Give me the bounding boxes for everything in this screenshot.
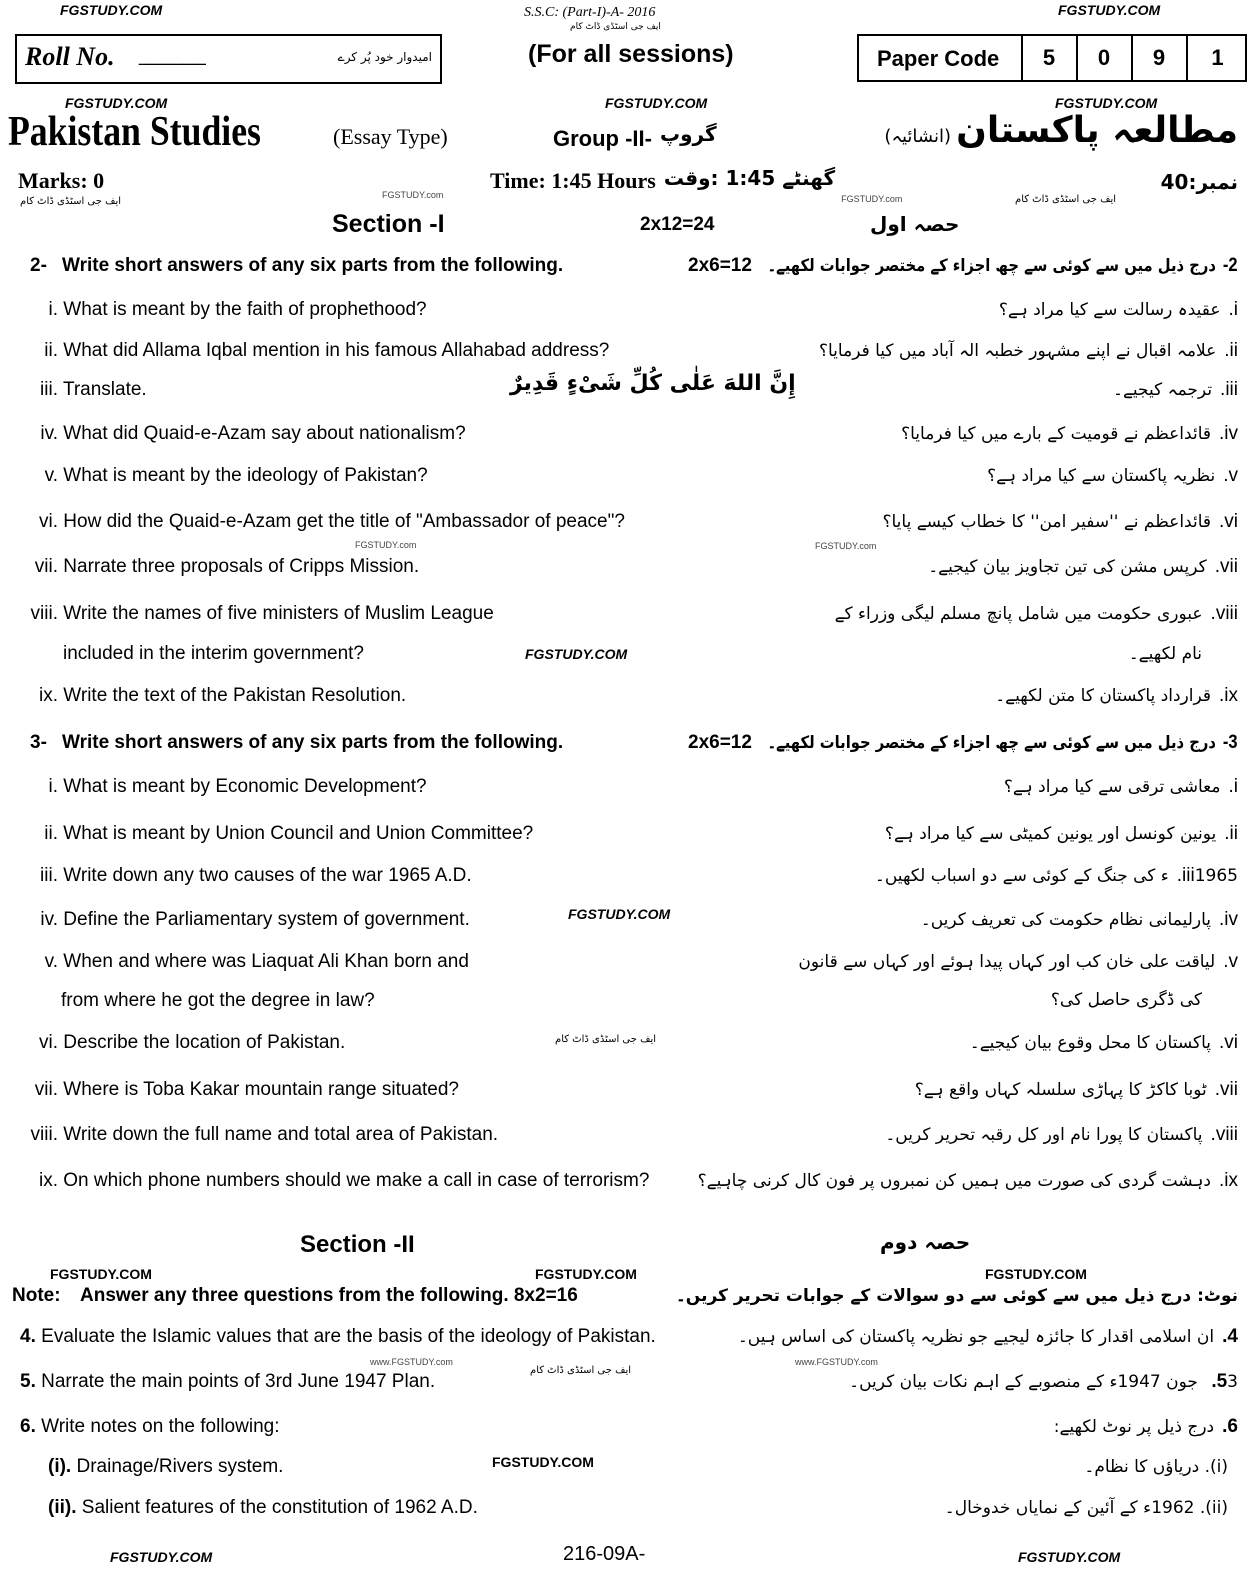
item-number: .viii bbox=[1210, 1124, 1238, 1145]
paper-code-digit: 9 bbox=[1131, 36, 1185, 80]
question-number: 3- bbox=[30, 732, 47, 753]
item-number: viii. bbox=[30, 1124, 58, 1145]
text: کرپس مشن کی تین تجاویز بیان کیجیے۔ bbox=[928, 557, 1207, 577]
text: درج ذیل میں سے کوئی سے چھ اجزاء کے مختصر جوابات لکھیے۔ bbox=[767, 256, 1217, 276]
text: What did Allama Iqbal mention in his famous Allahabad address? bbox=[63, 340, 610, 361]
subject-urdu: مطالعہ پاکستان bbox=[956, 110, 1238, 151]
text: (i). bbox=[48, 1456, 72, 1477]
text bbox=[1054, 1416, 1238, 1438]
text bbox=[20, 1170, 649, 1192]
text: ایف جی اسٹڈی ڈاٹ کام bbox=[555, 1034, 657, 1045]
text: 6. bbox=[20, 1416, 36, 1437]
item-number: .iv bbox=[1219, 909, 1238, 930]
item-number: iii. bbox=[40, 865, 58, 886]
text bbox=[20, 423, 466, 445]
text bbox=[738, 1326, 1238, 1348]
text bbox=[1004, 776, 1238, 798]
text: ترجمہ کیجیے۔ bbox=[1112, 380, 1213, 400]
watermark: FGSTUDY.com bbox=[841, 194, 903, 204]
type-urdu: (انشائیہ) bbox=[884, 126, 952, 147]
text: لیاقت علی خان کب اور کہاں پیدا ہوئے اور کہاں سے قانون bbox=[798, 952, 1216, 972]
text: عبوری حکومت میں شامل پانچ مسلم لیگی وزراء کے bbox=[834, 604, 1203, 624]
note-label: Note: bbox=[12, 1285, 61, 1306]
question-text: Write short answers of any six parts from the following. bbox=[62, 732, 564, 753]
marks-urdu: نمبر:40 bbox=[1160, 170, 1238, 194]
group-label: Group -II- bbox=[553, 126, 652, 151]
subject-title: Pakistan Studies bbox=[8, 109, 261, 155]
item-number: vii. bbox=[34, 1079, 58, 1100]
text: قائداعظم نے ''سفیر امن'' کا خطاب کیسے پایا؟ bbox=[882, 512, 1211, 532]
text: Describe the location of Pakistan. bbox=[63, 1032, 346, 1053]
text: What is meant by Union Council and Union Committee? bbox=[63, 823, 534, 844]
roll-no-urdu: امیدوار خود پُر کرے bbox=[337, 50, 432, 64]
watermark-urdu: ایف جی اسٹڈی ڈاٹ کام bbox=[570, 22, 661, 32]
text bbox=[20, 951, 469, 973]
paper-code-label: Paper Code bbox=[877, 46, 1000, 71]
note-urdu: نوٹ: درج ذیل میں سے کوئی سے دو سوالات کے جوابات تحریر کریں۔ bbox=[675, 1286, 1238, 1306]
text: On which phone numbers should we make a call in case of terrorism? bbox=[63, 1170, 650, 1191]
text: علامہ اقبال نے اپنے مشہور خطبہ الہ آباد میں کیا فرمایا؟ bbox=[818, 341, 1217, 361]
item-number: v. bbox=[44, 465, 58, 486]
text: یونین کونسل اور یونین کمیٹی سے کیا مراد ہے؟ bbox=[884, 824, 1217, 844]
text: Where is Toba Kakar mountain range situated? bbox=[63, 1079, 459, 1100]
roll-no-label: Roll No. bbox=[25, 42, 115, 71]
item-number: .v bbox=[1223, 465, 1238, 486]
watermark: FGSTUDY.COM bbox=[535, 1266, 637, 1282]
question-item-continued bbox=[0, 643, 1250, 675]
text bbox=[20, 1326, 656, 1348]
text bbox=[901, 423, 1238, 445]
item-number: .v bbox=[1223, 951, 1238, 972]
item-number: vii. bbox=[34, 556, 58, 577]
section-2-note bbox=[0, 1285, 1250, 1317]
item-number: i. bbox=[48, 299, 58, 320]
question-marks: 2x6=12 bbox=[688, 732, 752, 753]
sessions-label: (For all sessions) bbox=[528, 40, 734, 68]
section-2-title: Section -II bbox=[300, 1231, 415, 1258]
text bbox=[885, 823, 1238, 845]
text: قرارداد پاکستان کا متن لکھیے۔ bbox=[995, 686, 1211, 706]
question-3-header bbox=[0, 732, 1250, 764]
text: معاشی ترقی سے کیا مراد ہے؟ bbox=[1003, 777, 1221, 797]
item-number: .ii bbox=[1224, 823, 1238, 844]
text: نظریہ پاکستان سے کیا مراد ہے؟ bbox=[987, 466, 1216, 486]
time-urdu: گھنٹے 1:45 :وقت bbox=[663, 166, 836, 190]
text bbox=[20, 1416, 279, 1438]
text: 1965ء کی جنگ کے کوئی سے دو اسباب لکھیں۔ bbox=[874, 866, 1238, 886]
text bbox=[48, 1497, 478, 1519]
item-number: .iii bbox=[1176, 865, 1195, 886]
item-number: .vi bbox=[1219, 1032, 1238, 1053]
text bbox=[20, 603, 494, 625]
item-number: ii. bbox=[44, 823, 58, 844]
text bbox=[20, 1079, 459, 1101]
paper-code-box bbox=[857, 34, 1247, 82]
paper-code-digit: 5 bbox=[1021, 36, 1075, 80]
text: FGSTUDY.COM bbox=[492, 1454, 594, 1470]
paper-type: (Essay Type) bbox=[333, 124, 448, 149]
text bbox=[921, 909, 1238, 931]
footer-code: 216-09A- bbox=[563, 1543, 646, 1565]
long-question bbox=[0, 1416, 1250, 1448]
watermark-urdu: ایف جی اسٹڈی ڈاٹ کام bbox=[1015, 194, 1117, 205]
text: (ii). 1962ء کے آئین کے نمایاں خدوخال۔ bbox=[944, 1498, 1228, 1518]
watermark: FGSTUDY.com bbox=[815, 541, 877, 551]
item-number: v. bbox=[44, 951, 58, 972]
text: قائداعظم نے قومیت کے بارے میں کیا فرمایا؟ bbox=[901, 424, 1211, 444]
item-number: viii. bbox=[30, 603, 58, 624]
text bbox=[20, 685, 406, 707]
question-item bbox=[0, 511, 1250, 543]
text bbox=[875, 865, 1238, 887]
text: What is meant by the ideology of Pakistan? bbox=[63, 465, 428, 486]
question-item bbox=[0, 603, 1250, 635]
text bbox=[20, 511, 625, 533]
roll-no-box[interactable] bbox=[15, 34, 442, 84]
item-number: ii. bbox=[44, 340, 58, 361]
text bbox=[20, 299, 427, 321]
watermark: FGSTUDY.COM bbox=[50, 1266, 152, 1282]
watermark: FGSTUDY.com bbox=[355, 540, 417, 550]
item-number: iii. bbox=[40, 379, 58, 400]
text: Narrate the main points of 3rd June 1947 Plan. bbox=[41, 1371, 436, 1392]
text bbox=[1113, 379, 1238, 401]
text bbox=[999, 299, 1238, 321]
text bbox=[970, 1032, 1238, 1054]
text bbox=[20, 379, 147, 401]
text: Write the text of the Pakistan Resolution. bbox=[63, 685, 407, 706]
text: 3 جون 1947ء کے منصوبے کے اہم نکات بیان کریں۔ bbox=[849, 1372, 1238, 1392]
text: پاکستان کا پورا نام اور کل رقبہ تحریر کریں۔ bbox=[885, 1125, 1203, 1145]
section-1-urdu: حصہ اول bbox=[870, 212, 960, 236]
board-code: S.S.C: (Part-I)-A- 2016 bbox=[524, 5, 656, 20]
text: What is meant by the faith of prophethood? bbox=[63, 299, 427, 320]
text bbox=[20, 1371, 435, 1393]
watermark: FGSTUDY.COM bbox=[1055, 95, 1158, 111]
item-number: .iii bbox=[1220, 379, 1238, 400]
item-number: .ii bbox=[1224, 340, 1238, 361]
text: from where he got the degree in law? bbox=[61, 990, 375, 1011]
question-item bbox=[0, 1124, 1250, 1156]
watermark: FGSTUDY.COM bbox=[65, 95, 168, 111]
item-number: .ix bbox=[1219, 685, 1238, 706]
text bbox=[20, 1124, 498, 1146]
item-number: .5 bbox=[1211, 1371, 1228, 1392]
text bbox=[20, 823, 533, 845]
text: Write the names of five ministers of Muslim League bbox=[63, 603, 494, 624]
question-urdu bbox=[768, 255, 1238, 277]
item-number: i. bbox=[48, 776, 58, 797]
paper-code-digit: 1 bbox=[1186, 36, 1247, 80]
text: Evaluate the Islamic values that are the basis of the ideology of Pakistan. bbox=[41, 1326, 656, 1347]
text: FGSTUDY.COM bbox=[525, 646, 628, 662]
text bbox=[48, 1456, 283, 1478]
text: 5. bbox=[20, 1371, 36, 1392]
text: Write notes on the following: bbox=[41, 1416, 280, 1437]
item-number: vi. bbox=[39, 1032, 58, 1053]
question-item bbox=[0, 865, 1250, 897]
section-2-urdu: حصہ دوم bbox=[880, 1230, 971, 1254]
text bbox=[819, 340, 1238, 362]
time-label: Time: 1:45 Hours bbox=[490, 168, 656, 193]
question-item bbox=[0, 906, 1250, 941]
text: What is meant by Economic Development? bbox=[63, 776, 427, 797]
text: (i). دریاؤں کا نظام۔ bbox=[1084, 1457, 1228, 1477]
watermark: www.FGSTUDY.com bbox=[370, 1357, 453, 1367]
item-number: .viii bbox=[1210, 603, 1238, 624]
text: ان اسلامی اقدار کا جائزہ لیجیے جو نظریہ پاکستان کی اساس ہیں۔ bbox=[737, 1327, 1215, 1347]
sub-note bbox=[0, 1497, 1250, 1529]
text bbox=[885, 1124, 1238, 1146]
paper-code-digit: 0 bbox=[1076, 36, 1130, 80]
item-number: .i bbox=[1228, 776, 1238, 797]
text bbox=[995, 685, 1238, 707]
question-marks: 2x6=12 bbox=[688, 255, 752, 276]
group-urdu: گروپ bbox=[659, 122, 717, 146]
text bbox=[20, 776, 427, 798]
watermark: www.FGSTUDY.com bbox=[795, 1357, 878, 1367]
text: عقیدہ رسالت سے کیا مراد ہے؟ bbox=[998, 300, 1221, 320]
text: Define the Parliamentary system of government. bbox=[63, 909, 470, 930]
question-item bbox=[0, 556, 1250, 588]
text bbox=[20, 556, 419, 578]
text: Write down the full name and total area of Pakistan. bbox=[63, 1124, 499, 1145]
text: Write down any two causes of the war 1965 A.D. bbox=[63, 865, 472, 886]
item-number: iv. bbox=[40, 909, 58, 930]
section-1-title: Section -I bbox=[332, 210, 445, 238]
text bbox=[698, 1170, 1238, 1192]
text: پارلیمانی نظام حکومت کی تعریف کریں۔ bbox=[920, 910, 1211, 930]
text: included in the interim government? bbox=[63, 643, 365, 664]
marks-label: Marks: 0 bbox=[18, 168, 105, 193]
long-question bbox=[0, 1365, 1250, 1403]
question-item bbox=[0, 423, 1250, 455]
item-number: .vii bbox=[1214, 556, 1238, 577]
text bbox=[849, 1371, 1238, 1393]
text bbox=[20, 909, 470, 931]
text bbox=[20, 340, 609, 362]
question-item bbox=[0, 299, 1250, 331]
text bbox=[20, 465, 428, 487]
item-number: .4 bbox=[1222, 1326, 1238, 1347]
question-item bbox=[0, 1032, 1250, 1064]
text bbox=[915, 1079, 1238, 1101]
item-number: -3 bbox=[1223, 732, 1238, 753]
question-item bbox=[0, 1079, 1250, 1111]
text: درج ذیل پر نوٹ لکھیے: bbox=[1053, 1417, 1215, 1437]
question-number: 2- bbox=[30, 255, 47, 276]
text: ٹوبا کاکڑ کا پہاڑی سلسلہ کہاں واقع ہے؟ bbox=[914, 1080, 1207, 1100]
watermark-urdu: ایف جی اسٹڈی ڈاٹ کام bbox=[20, 196, 122, 207]
item-number: vi. bbox=[39, 511, 58, 532]
watermark: FGSTUDY.COM bbox=[605, 95, 708, 111]
item-number: .vi bbox=[1219, 511, 1238, 532]
question-item bbox=[0, 465, 1250, 497]
text: پاکستان کا محل وقوع بیان کیجیے۔ bbox=[969, 1033, 1211, 1053]
subject-urdu-wrap bbox=[884, 110, 1238, 151]
text bbox=[882, 511, 1238, 533]
item-number: .vii bbox=[1214, 1079, 1238, 1100]
text bbox=[20, 865, 472, 887]
section-1-marks: 2x12=24 bbox=[640, 214, 715, 235]
text: Translate. bbox=[62, 379, 147, 400]
text: نام لکھیے۔ bbox=[1128, 644, 1202, 664]
question-text: Write short answers of any six parts from the following. bbox=[62, 255, 564, 276]
item-number: .ix bbox=[1219, 1170, 1238, 1191]
item-number: ix. bbox=[39, 1170, 58, 1191]
watermark: FGSTUDY.com bbox=[382, 190, 444, 200]
item-number: ix. bbox=[39, 685, 58, 706]
watermark: FGSTUDY.COM bbox=[1018, 1549, 1121, 1565]
item-number: .iv bbox=[1219, 423, 1238, 444]
text: Narrate three proposals of Cripps Mission. bbox=[63, 556, 420, 577]
text: FGSTUDY.COM bbox=[568, 906, 671, 922]
text: درج ذیل میں سے کوئی سے چھ اجزاء کے مختصر جوابات لکھیے۔ bbox=[767, 733, 1217, 753]
item-number: .6 bbox=[1222, 1416, 1238, 1437]
text bbox=[20, 1032, 345, 1054]
text: Salient features of the constitution of 1962 A.D. bbox=[81, 1497, 478, 1518]
question-item bbox=[0, 776, 1250, 808]
text bbox=[987, 465, 1238, 487]
text bbox=[928, 556, 1238, 578]
item-number: -2 bbox=[1223, 255, 1238, 276]
text: دہشت گردی کی صورت میں ہمیں کن نمبروں پر فون کال کرنی چاہیے؟ bbox=[697, 1171, 1211, 1191]
text: How did the Quaid-e-Azam get the title of "Ambassador of peace"? bbox=[63, 511, 625, 532]
text: What did Quaid-e-Azam say about nationalism? bbox=[63, 423, 466, 444]
watermark: FGSTUDY.COM bbox=[110, 1549, 213, 1565]
question-item bbox=[0, 340, 1250, 372]
text bbox=[798, 951, 1238, 973]
roll-no-blank[interactable]: ______ bbox=[139, 44, 206, 66]
question-item bbox=[0, 371, 1250, 411]
text bbox=[835, 603, 1238, 625]
question-item bbox=[0, 685, 1250, 717]
text: Drainage/Rivers system. bbox=[76, 1456, 284, 1477]
watermark: FGSTUDY.COM bbox=[985, 1266, 1087, 1282]
text: 4. bbox=[20, 1326, 36, 1347]
text: When and where was Liaquat Ali Khan born and bbox=[63, 951, 469, 972]
question-urdu bbox=[768, 732, 1238, 754]
item-number: .i bbox=[1228, 299, 1238, 320]
watermark: FGSTUDY.COM bbox=[1058, 2, 1161, 18]
sub-note bbox=[0, 1456, 1250, 1488]
question-2-header bbox=[0, 255, 1250, 287]
question-item-continued bbox=[0, 990, 1250, 1022]
item-number: iv. bbox=[40, 423, 58, 444]
note-text: Answer any three questions from the following. 8x2=16 bbox=[80, 1285, 578, 1306]
text: کی ڈگری حاصل کی؟ bbox=[1050, 990, 1202, 1010]
watermark: FGSTUDY.COM bbox=[60, 2, 163, 18]
question-item bbox=[0, 951, 1250, 983]
long-question bbox=[0, 1326, 1250, 1358]
text: ایف جی اسٹڈی ڈاٹ کام bbox=[530, 1365, 632, 1376]
question-item bbox=[0, 1170, 1250, 1202]
text: (ii). bbox=[48, 1497, 77, 1518]
question-item bbox=[0, 823, 1250, 855]
arabic-verse: إِنَّ اللهَ عَلٰى كُلِّ شَىْءٍ قَدِيرٌ bbox=[510, 371, 796, 396]
